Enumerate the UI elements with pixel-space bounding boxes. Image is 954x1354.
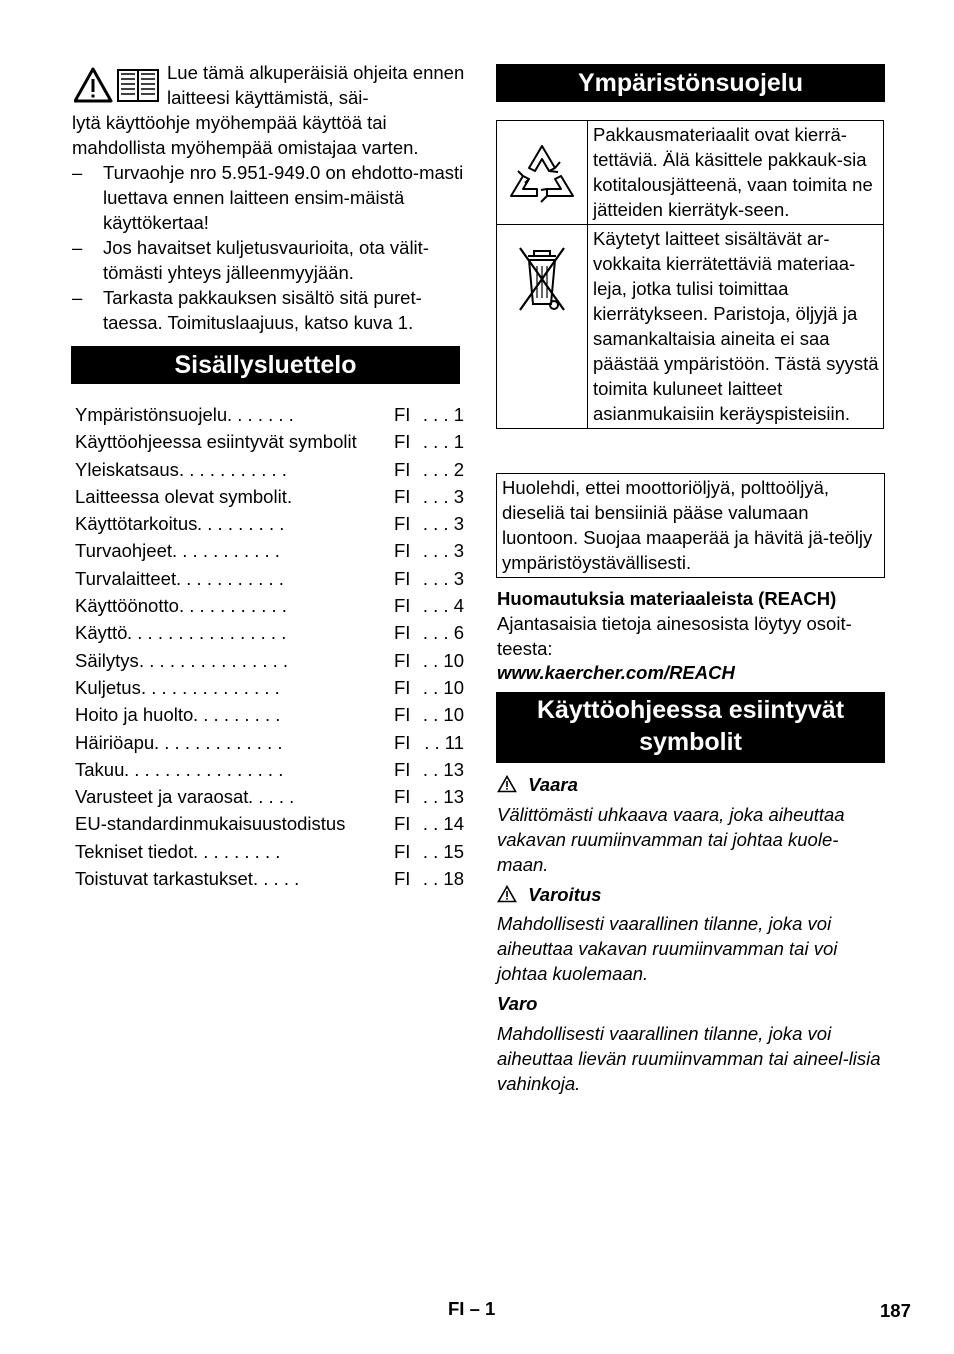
toc-entry-title: Säilytys — [75, 649, 139, 671]
disposal-text: Käytetyt laitteet sisältävät ar-vokkaita kierrätettäviä materiaa-leja, jotka tulisi toimittaa kierrätykseen. Paristoja, öljyjä ja samankaltaisia aineita ei saa päästää ympäristöön. Tästä syystä toimita kuluneet laitteet asianmukaisiin keräyspisteisiin. — [588, 225, 884, 429]
toc-entry[interactable] — [75, 537, 467, 564]
toc-entry-title: Hoito ja huolto — [75, 704, 194, 726]
intro-bullet-list — [72, 160, 464, 335]
toc-entry[interactable] — [75, 756, 467, 783]
toc-entry-page: . . . 2 — [422, 458, 464, 480]
intro-icons — [74, 66, 160, 104]
toc-entry[interactable] — [75, 838, 467, 865]
toc-entry[interactable] — [75, 565, 467, 592]
toc-entry-page: . . 11 — [424, 731, 464, 753]
toc-entry[interactable] — [75, 592, 467, 619]
symbol-description: Mahdollisesti vaarallinen tilanne, joka voi aiheuttaa lievän ruumiinvamman tai aineel-lisia vahinkoja. — [497, 1023, 881, 1094]
manual-book-icon — [118, 70, 158, 101]
toc-entry-lang: FI — [394, 649, 411, 671]
warning-triangle-icon — [497, 885, 517, 903]
table-of-contents — [75, 401, 467, 892]
crossed-bin-icon — [512, 238, 572, 318]
toc-entry-lang: FI — [394, 840, 411, 862]
toc-entry-title: Käyttötarkoitus — [75, 513, 198, 535]
toc-entry[interactable] — [75, 619, 467, 646]
toc-entry-page: . . 15 — [422, 840, 464, 862]
reach-url-link[interactable]: www.kaercher.com/REACH — [497, 662, 735, 683]
environment-heading: Ympäristönsuojelu — [496, 64, 885, 102]
symbol-warning — [497, 882, 601, 907]
toc-entry-page: . . . 3 — [422, 540, 464, 562]
toc-entry-title: Yleiskatsaus — [75, 458, 179, 480]
toc-entry[interactable] — [75, 783, 467, 810]
toc-entry-lang: FI — [394, 567, 411, 589]
toc-entry-leader: . . . . . . . — [227, 404, 294, 425]
intro-text-rest: lytä käyttöohje myöhempää käyttöä tai mahdollista myöhempää omistajaa varten. — [72, 112, 419, 158]
toc-entry-leader: . . . . . . . . . . . . . . . . — [124, 758, 284, 780]
toc-entry[interactable] — [75, 401, 467, 428]
toc-entry-lang: FI — [394, 731, 411, 753]
toc-entry-leader: . . . . . . . . . . . — [179, 458, 287, 480]
symbol-description: Välittömästi uhkaava vaara, joka aiheuttaa vakavan ruumiinvamman tai johtaa kuole-maan. — [497, 804, 845, 875]
toc-entry-page: . . . 6 — [422, 622, 464, 644]
toc-entry-title: Turvaohjeet — [75, 540, 173, 562]
recycling-text: Pakkausmateriaalit ovat kierrä-tettäviä. Älä käsittele pakkauk-sia kotitalousjätteenä, vaan toimita ne jätteiden kierrätyk-seen. — [588, 121, 884, 225]
symbols-heading: Käyttöohjeessa esiintyvät symbolit — [496, 692, 885, 763]
toc-entry-lang: FI — [394, 431, 411, 453]
toc-entry-leader: . . . . . . . . . — [193, 704, 281, 726]
toc-entry-lang: FI — [394, 622, 411, 644]
toc-entry-title: Laitteessa olevat symbolit — [75, 485, 287, 507]
reach-text: Ajantasaisia tietoja ainesosista löytyy osoit-teesta: — [497, 613, 852, 659]
toc-entry-lang: FI — [394, 595, 411, 617]
toc-entry-title: Tekniset tiedot — [75, 840, 194, 862]
toc-entry-leader: . . . . . — [253, 868, 300, 890]
toc-entry[interactable] — [75, 456, 467, 483]
toc-entry-leader: . . . . . . . . . — [193, 840, 281, 862]
toc-entry-lang: FI — [394, 485, 411, 507]
toc-entry-page: . . . 3 — [422, 485, 464, 507]
toc-entry-title: Käyttöönotto — [75, 595, 179, 617]
symbol-label: Vaara — [528, 774, 578, 795]
toc-entry-page: . . 10 — [422, 676, 464, 698]
icon-cell — [497, 121, 588, 225]
toc-entry-leader: . . . . . . . . . . . — [172, 540, 280, 562]
symbol-description: Mahdollisesti vaarallinen tilanne, joka voi aiheuttaa vakavan ruumiinvamman tai voi johtaa kuolemaan. — [497, 913, 838, 984]
toc-entry[interactable] — [75, 865, 467, 892]
toc-entry-title: Toistuvat tarkastukset — [75, 868, 253, 890]
toc-entry-leader: . . . . . . . . . — [197, 513, 285, 535]
toc-entry-lang: FI — [394, 868, 411, 890]
toc-entry-lang: FI — [394, 404, 411, 425]
toc-entry-leader: . . . . . . . . . . . — [179, 595, 287, 617]
toc-entry-title: Kuljetus — [75, 676, 141, 698]
toc-entry-lang: FI — [394, 540, 411, 562]
reach-heading: Huomautuksia materiaaleista (REACH) — [497, 588, 837, 609]
toc-entry[interactable] — [75, 701, 467, 728]
toc-entry-page: . . 10 — [422, 649, 464, 671]
toc-entry[interactable] — [75, 647, 467, 674]
toc-entry-page: . . . 1 — [422, 404, 464, 425]
toc-entry-lang: FI — [394, 704, 411, 726]
toc-entry-leader: . — [287, 485, 293, 507]
toc-entry[interactable] — [75, 810, 467, 837]
toc-entry-leader: . . . . . . . . . . . . . . . — [139, 649, 289, 671]
toc-entry-leader: . . . . . . . . . . . . . . — [141, 676, 280, 698]
toc-entry-title: Käyttöohjeessa esiintyvät symbolit — [75, 431, 357, 453]
recycling-icon — [503, 138, 581, 216]
toc-entry-lang: FI — [394, 458, 411, 480]
list-item: – Turvaohje nro 5.951-949.0 on ehdotto-masti luettava ennen laitteen ensim-mäistä käyttökertaa! — [72, 162, 464, 233]
toc-entry[interactable] — [75, 674, 467, 701]
toc-entry-leader: . . . . . . . . . . . — [176, 567, 284, 589]
icon-cell — [497, 225, 588, 429]
symbol-label: Varo — [497, 993, 538, 1014]
toc-entry-page: . . 14 — [422, 813, 464, 835]
toc-entry-page: . . 13 — [422, 786, 464, 808]
list-item: – Tarkasta pakkauksen sisältö sitä puret-taessa. Toimituslaajuus, katso kuva 1. — [72, 287, 422, 333]
toc-entry-lang: FI — [394, 676, 411, 698]
warning-triangle-icon — [497, 775, 517, 793]
symbol-danger — [497, 772, 578, 797]
toc-entry-leader: . . . . . — [248, 786, 295, 808]
list-item: – Jos havaitset kuljetusvaurioita, ota välit-tömästi yhteys jälleenmyyjään. — [72, 237, 429, 283]
toc-entry-page: . . . 3 — [422, 567, 464, 589]
toc-entry-page: . . 13 — [422, 758, 464, 780]
toc-entry-title: Varusteet ja varaosat — [75, 786, 249, 808]
toc-entry-title: Turvalaitteet — [75, 567, 177, 589]
toc-entry[interactable] — [75, 510, 467, 537]
toc-entry-title: Käyttö — [75, 622, 128, 644]
intro-text-first: Lue tämä alkuperäisiä ohjeita ennen laitteesi käyttämistä, säi- — [167, 62, 465, 108]
table-row — [497, 121, 884, 225]
page-number: 187 — [880, 1300, 911, 1321]
symbol-label: Varoitus — [528, 884, 602, 905]
toc-entry-lang: FI — [394, 758, 411, 780]
toc-entry[interactable] — [75, 428, 467, 455]
footer-lang-page: FI – 1 — [448, 1298, 496, 1319]
toc-heading: Sisällysluettelo — [71, 346, 460, 384]
toc-entry-title: Häiriöapu — [75, 731, 155, 753]
toc-entry-title: Ympäristönsuojelu — [75, 404, 228, 425]
environment-table — [496, 120, 884, 429]
toc-entry[interactable] — [75, 729, 467, 756]
toc-entry-lang: FI — [394, 513, 411, 535]
table-row — [497, 225, 884, 429]
toc-entry-leader: . . . . . . . . . . . . . . . . — [127, 622, 287, 644]
toc-entry-page: . . 18 — [422, 868, 464, 890]
toc-entry-title: Takuu — [75, 758, 125, 780]
toc-entry-lang: FI — [394, 813, 411, 835]
toc-entry[interactable] — [75, 483, 467, 510]
warning-and-manual-icons — [74, 66, 160, 104]
toc-entry-page: . . . 4 — [422, 595, 464, 617]
toc-entry-title: EU-standardinmukaisuustodistus — [75, 813, 346, 835]
toc-entry-leader: . . . . . . . . . . . . . — [154, 731, 283, 753]
toc-entry-lang: FI — [394, 786, 411, 808]
toc-entry-page: . . 10 — [422, 704, 464, 726]
oil-notice-box: Huolehdi, ettei moottoriöljyä, polttoöljyä, dieseliä tai bensiiniä pääse valumaan luontoon. Suojaa maaperää ja hävitä jä-teöljy ympäristöystävällisesti. — [496, 473, 885, 578]
warning-triangle-icon — [75, 69, 111, 101]
toc-entry-page: . . . 1 — [422, 431, 464, 453]
toc-entry-page: . . . 3 — [422, 513, 464, 535]
